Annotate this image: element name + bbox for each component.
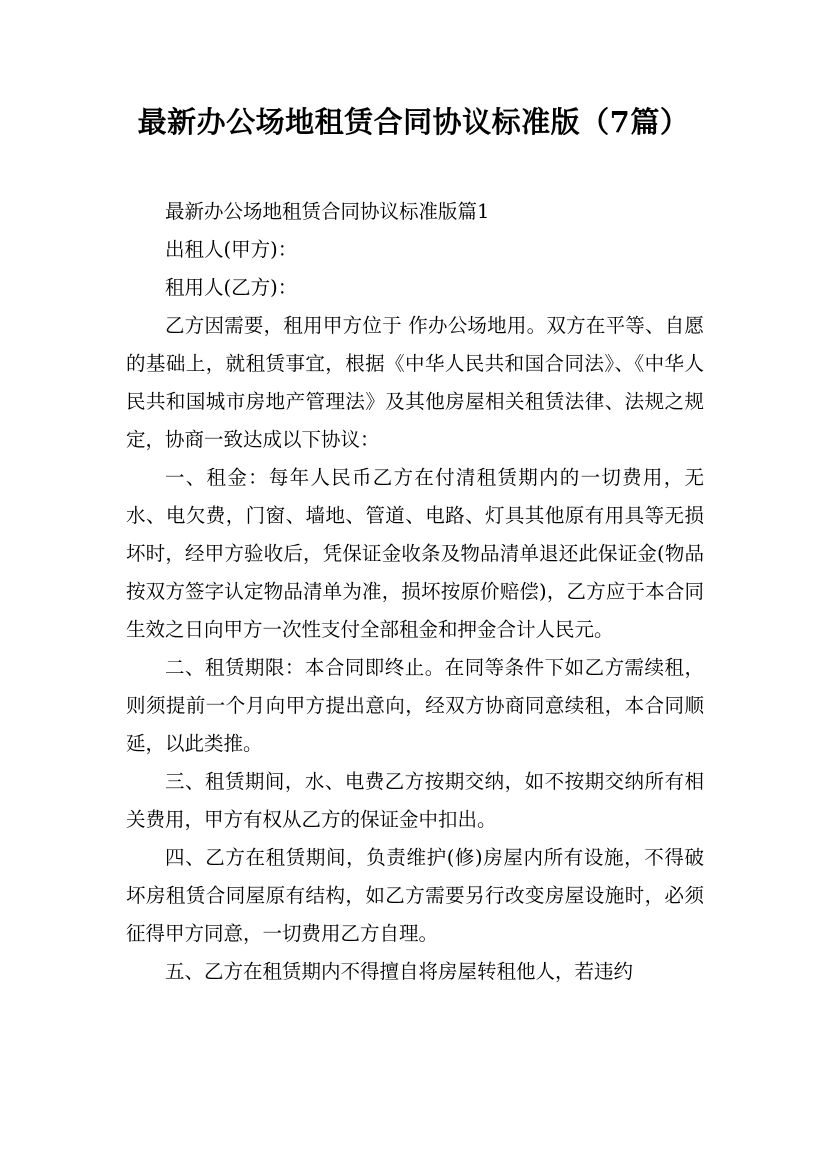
clause-sublease: 五、乙方在租赁期内不得擅自将房屋转租他人，若违约 xyxy=(165,960,634,983)
clause-utilities: 三、租赁期间，水、电费乙方按期交纳，如不按期交纳所有相关费用，甲方有权从乙方的保证金中扣出。 xyxy=(126,770,704,831)
clause-maintenance: 四、乙方在租赁期间，负责维护(修)房屋内所有设施，不得破坏房租赁合同屋原有结构，如乙方需要另行改变房屋设施时，必须征得甲方同意，一切费用乙方自理。 xyxy=(126,846,704,945)
document-title: 最新办公场地租赁合同协议标准版（7篇） xyxy=(137,105,690,139)
section-heading: 最新办公场地租赁合同协议标准版篇1 xyxy=(165,200,490,223)
document-body xyxy=(126,193,704,991)
lessee-line: 租用人(乙方)： xyxy=(165,276,298,299)
clause-rent: 一、租金：每年人民币乙方在付清租赁期内的一切费用，无水、电欠费，门窗、墙地、管道、电路、灯具其他原有用具等无损坏时，经甲方验收后，凭保证金收条及物品清单退还此保证金(物品按双方签字认定物品清单为准，损坏按原价赔偿)，乙方应于本合同生效之日向甲方一次性支付全部租金和押金合计人民元。 xyxy=(126,466,704,641)
preamble-paragraph: 乙方因需要，租用甲方位于 作办公场地用。双方在平等、自愿的基础上，就租赁事宜，根据《中华人民共和国合同法》、《中华人民共和国城市房地产管理法》及其他房屋相关租赁法律、法规之规定，协商一致达成以下协议： xyxy=(126,314,704,451)
clause-lease-term: 二、租赁期限：本合同即终止。在同等条件下如乙方需续租，则须提前一个月向甲方提出意向，经双方协商同意续租，本合同顺延，以此类推。 xyxy=(126,656,704,755)
lessor-line: 出租人(甲方)： xyxy=(165,238,298,261)
